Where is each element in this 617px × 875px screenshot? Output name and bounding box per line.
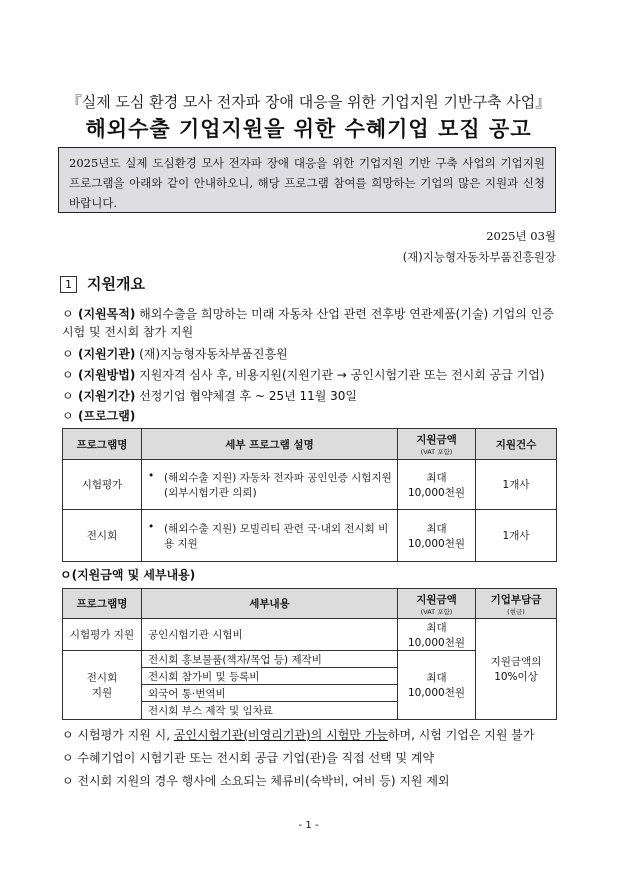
th-amount: 지원금액 (VAT 포함) <box>398 589 476 619</box>
bullet-method: ㅇ (지원방법) 지원자격 심사 후, 비용지원(지원기관 → 공인시험기관 또는 전시회 공급 기업) <box>62 368 545 382</box>
th-burden: 기업부담금 (현금) <box>476 589 557 619</box>
intro-box: 2025년도 실제 도심환경 모사 전자파 장애 대응을 위한 기업지원 기반 구축 사업의 기업지원 프로그램을 아래와 같이 안내하오니, 해당 프로그램 참여를 희망하는 기업의 많은 지원과 신청 바랍니다. <box>58 147 556 213</box>
amount-table <box>62 588 557 720</box>
cell-name: 시험평가 <box>63 460 142 510</box>
th-desc: 세부내용 <box>142 589 398 619</box>
section-heading <box>60 273 145 294</box>
cell-amount: 최대 10,000천원 <box>398 619 476 651</box>
section-title: 지원개요 <box>87 275 145 293</box>
bullet-purpose: ㅇ (지원목적) 해외수출을 희망하는 미래 자동차 산업 관련 전후방 연관제품(기술) 기업의 인증시험 및 전시회 참가 지원 <box>62 307 554 339</box>
bullet-label: (지원기관) <box>78 347 136 361</box>
cell-desc: 전시회 부스 제작 및 임차료 <box>142 702 398 720</box>
date: 2025년 03월 <box>486 229 556 243</box>
cell-desc: 외국어 통·번역비 <box>142 685 398 702</box>
cell-amount: 최대 10,000천원 <box>398 460 476 510</box>
bullet-text: 지원자격 심사 후, 비용지원(지원기관 → 공인시험기관 또는 전시회 공급 기업) <box>139 368 545 382</box>
cell-count: 1개사 <box>476 510 557 562</box>
note-3: ㅇ 전시회 지원의 경우 행사에 소요되는 체류비(숙박비, 여비 등) 지원 제외 <box>62 774 450 788</box>
th-count: 지원건수 <box>476 429 557 460</box>
cell-amount: 최대 10,000천원 <box>398 510 476 562</box>
bullet-period: ㅇ (지원기간) 선정기업 협약체결 후 ~ 25년 11월 30일 <box>62 389 358 403</box>
cell-desc: • (해외수출 지원) 자동차 전자파 공인인증 시험지원 (외부시험기관 의뢰) <box>142 460 398 510</box>
table-row <box>63 619 557 651</box>
bullet-text: 해외수출을 희망하는 미래 자동차 산업 관련 전후방 연관제품(기술) 기업의 인증시험 및 전시회 참가 지원 <box>62 307 554 339</box>
bullet-label: (프로그램) <box>78 409 136 423</box>
bullet-label: (지원목적) <box>78 307 136 321</box>
th-program: 프로그램명 <box>63 429 142 460</box>
bullet-label: (지원기간) <box>78 389 136 403</box>
bullet-text: (재)지능형자동차부품진흥원 <box>139 347 288 361</box>
bullet-agency: ㅇ (지원기관) (재)지능형자동차부품진흥원 <box>62 347 288 361</box>
note-1: ㅇ 시험평가 지원 시, 공인시험기관(비영리기관)의 시험만 가능하며, 시험 기업은 지원 불가 <box>62 728 535 742</box>
cell-name: 시험평가 지원 <box>63 619 142 651</box>
th-program: 프로그램명 <box>63 589 142 619</box>
note-2: ㅇ 수혜기업이 시험기관 또는 전시회 공급 기업(관)을 직접 선택 및 계약 <box>62 751 435 765</box>
cell-desc: 공인시험기관 시험비 <box>142 619 398 651</box>
bullet-program: ㅇ (프로그램) <box>62 409 136 423</box>
table-row <box>63 510 557 562</box>
organization: (재)지능형자동차부품진흥원장 <box>402 250 556 264</box>
table-row <box>63 460 557 510</box>
cell-count: 1개사 <box>476 460 557 510</box>
cell-desc: • (해외수출 지원) 모빌리티 관련 국·내외 전시회 비용 지원 <box>142 510 398 562</box>
sub-heading: ㅇ(지원금액 및 세부내용) <box>60 568 196 582</box>
title-main: 해외수출 기업지원을 위한 수혜기업 모집 공고 <box>85 117 532 141</box>
program-table <box>62 428 557 562</box>
cell-desc: 전시회 홍보물품(책자/목업 등) 제작비 <box>142 651 398 668</box>
bullet-text: 선정기업 협약체결 후 ~ 25년 11월 30일 <box>139 389 358 403</box>
section-number: 1 <box>60 276 77 293</box>
cell-name: 전시회 <box>63 510 142 562</box>
page-number: - 1 - <box>298 820 319 831</box>
cell-burden: 지원금액의 10%이상 <box>476 619 557 720</box>
th-desc: 세부 프로그램 설명 <box>142 429 398 460</box>
title-sub: 『실제 도심 환경 모사 전자파 장애 대응을 위한 기업지원 기반구축 사업』 <box>66 93 551 111</box>
th-amount: 지원금액 (VAT 포함) <box>398 429 476 460</box>
cell-amount: 최대 10,000천원 <box>398 651 476 720</box>
bullet-label: (지원방법) <box>78 368 136 382</box>
cell-desc: 전시회 참가비 및 등록비 <box>142 668 398 685</box>
cell-name: 전시회 지원 <box>63 651 142 720</box>
